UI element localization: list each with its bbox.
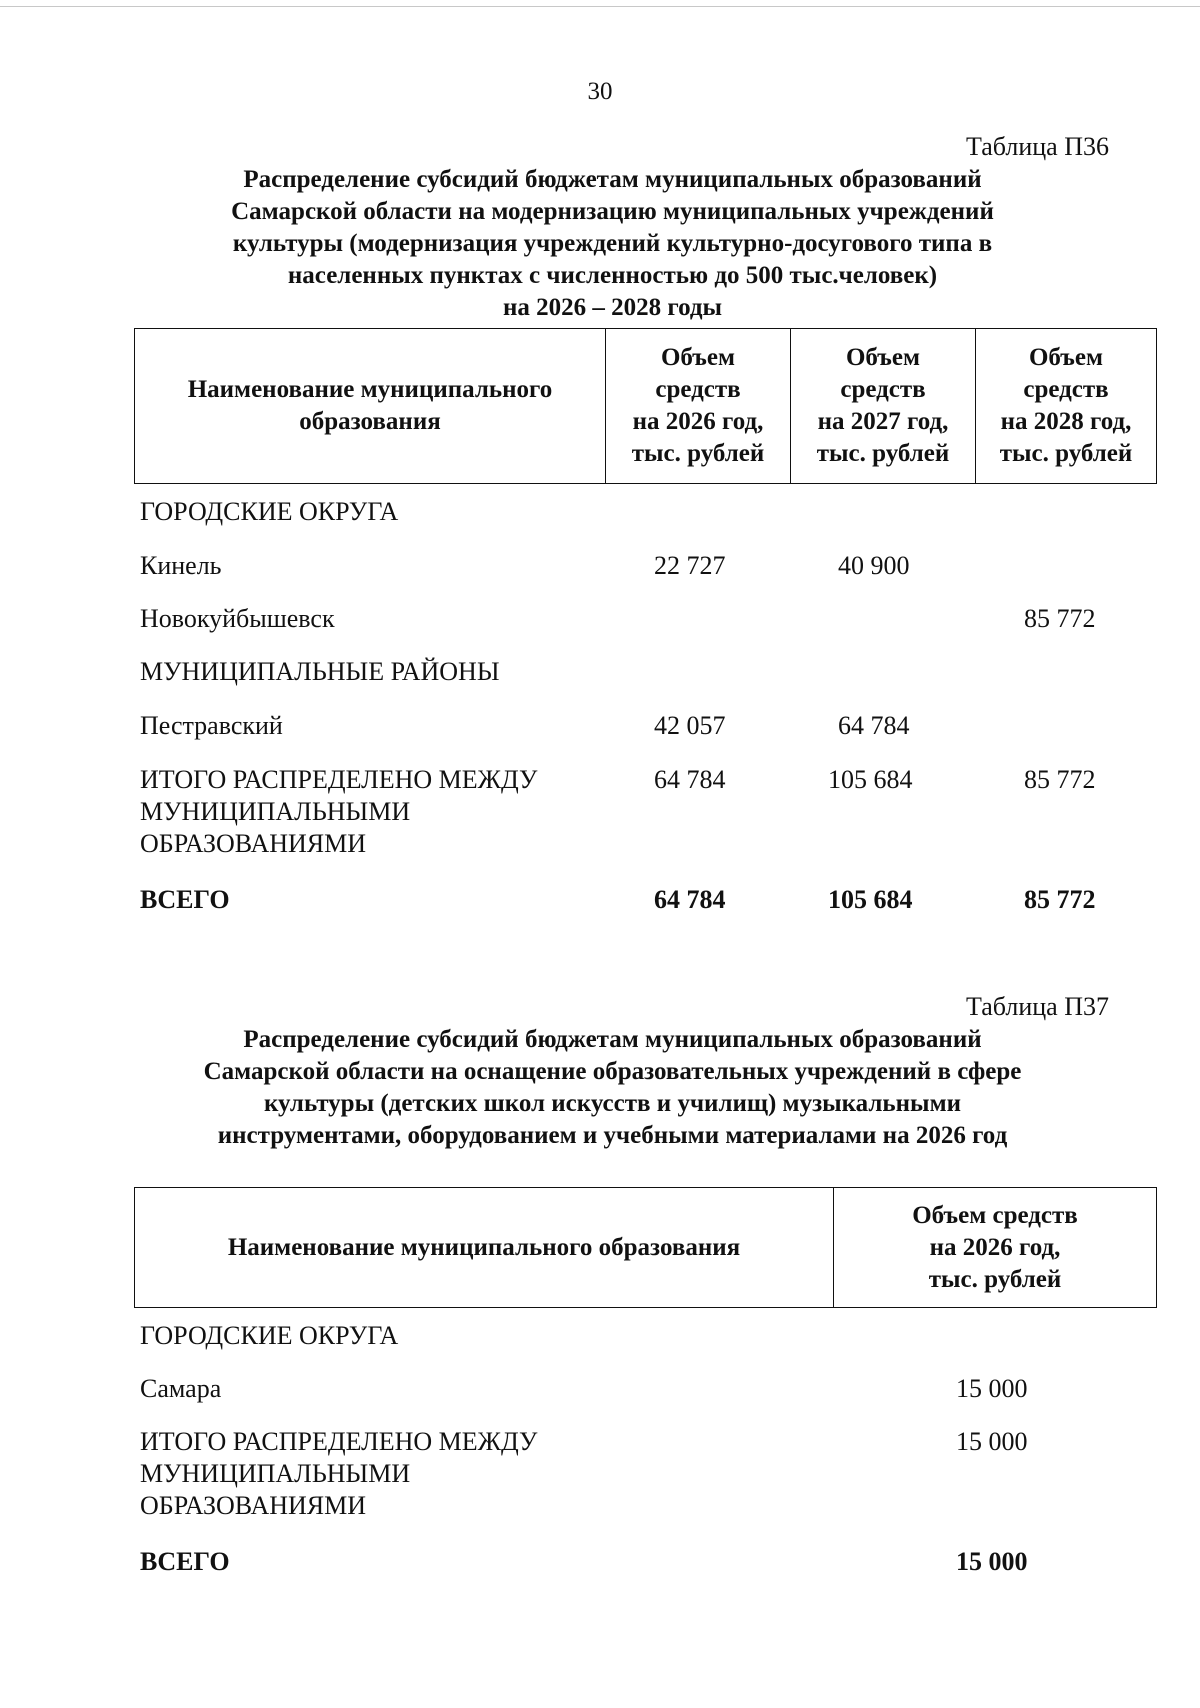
value-total-distributed-2028: 85 772 bbox=[1024, 765, 1096, 794]
row-label-section-districts: МУНИЦИПАЛЬНЫЕ РАЙОНЫ bbox=[140, 657, 500, 686]
title-line: инструментами, оборудованием и учебными материалами на 2026 год bbox=[217, 1122, 1008, 1149]
title-line: населенных пунктах с численностью до 500 тыс.человек) bbox=[287, 262, 938, 289]
row-label-novokuybyshevsk: Новокуйбышевск bbox=[140, 604, 335, 633]
value-total-distributed-2026: 15 000 bbox=[956, 1427, 1028, 1456]
header-cell-name: Наименование муниципального образования bbox=[135, 1188, 834, 1308]
value-novokuybyshevsk-2028: 85 772 bbox=[1024, 604, 1096, 633]
row-label-total-distributed: ИТОГО РАСПРЕДЕЛЕНО МЕЖДУ МУНИЦИПАЛЬНЫМИ ОБРАЗОВАНИЯМИ bbox=[140, 765, 538, 858]
title-line: на 2026 – 2028 годы bbox=[502, 294, 723, 321]
title-line: культуры (детских школ искусств и училищ) музыкальными bbox=[264, 1090, 961, 1117]
table-label-p36: Таблица П36 bbox=[966, 132, 1109, 161]
row-label-section-city: ГОРОДСКИЕ ОКРУГА bbox=[140, 1321, 399, 1350]
table-title-p36 bbox=[110, 164, 1115, 324]
row-label-total-distributed: ИТОГО РАСПРЕДЕЛЕНО МЕЖДУ МУНИЦИПАЛЬНЫМИ ОБРАЗОВАНИЯМИ bbox=[140, 1427, 538, 1520]
value-pestravsky-2027: 64 784 bbox=[838, 711, 910, 740]
row-label-grand-total: ВСЕГО bbox=[140, 885, 230, 914]
title-line: Распределение субсидий бюджетам муниципальных образований bbox=[243, 166, 982, 193]
table-title-p37 bbox=[110, 1024, 1115, 1152]
value-total-distributed-2027: 105 684 bbox=[828, 765, 913, 794]
row-label-kinel: Кинель bbox=[140, 551, 222, 580]
header-cell-2027: Объем средств на 2027 год, тыс. рублей bbox=[791, 329, 976, 484]
header-cell-2026: Объем средств на 2026 год, тыс. рублей bbox=[606, 329, 791, 484]
header-table-p36 bbox=[134, 328, 1157, 484]
header-table-p37 bbox=[134, 1187, 1157, 1308]
title-line: Распределение субсидий бюджетам муниципальных образований bbox=[243, 1026, 982, 1053]
top-rule bbox=[0, 6, 1200, 7]
value-grand-total-2028: 85 772 bbox=[1024, 885, 1096, 914]
row-label-section-city: ГОРОДСКИЕ ОКРУГА bbox=[140, 497, 399, 526]
row-label-samara: Самара bbox=[140, 1374, 222, 1403]
title-line: Самарской области на модернизацию муниципальных учреждений bbox=[231, 198, 994, 225]
value-grand-total-2026: 64 784 bbox=[654, 885, 726, 914]
header-cell-2026: Объем средств на 2026 год, тыс. рублей bbox=[834, 1188, 1157, 1308]
value-grand-total-2027: 105 684 bbox=[828, 885, 913, 914]
title-line: Самарской области на оснащение образовательных учреждений в сфере bbox=[203, 1058, 1022, 1085]
title-line: культуры (модернизация учреждений культурно-досугового типа в bbox=[232, 230, 993, 257]
value-grand-total-2026: 15 000 bbox=[956, 1547, 1028, 1576]
value-kinel-2027: 40 900 bbox=[838, 551, 910, 580]
header-cell-2028: Объем средств на 2028 год, тыс. рублей bbox=[976, 329, 1157, 484]
value-total-distributed-2026: 64 784 bbox=[654, 765, 726, 794]
value-kinel-2026: 22 727 bbox=[654, 551, 726, 580]
row-label-pestravsky: Пестравский bbox=[140, 711, 283, 740]
row-label-grand-total: ВСЕГО bbox=[140, 1547, 230, 1576]
value-pestravsky-2026: 42 057 bbox=[654, 711, 726, 740]
table-label-p37: Таблица П37 bbox=[966, 992, 1109, 1021]
page-number: 30 bbox=[587, 78, 613, 105]
header-cell-name: Наименование муниципального образования bbox=[135, 329, 606, 484]
value-samara-2026: 15 000 bbox=[956, 1374, 1028, 1403]
